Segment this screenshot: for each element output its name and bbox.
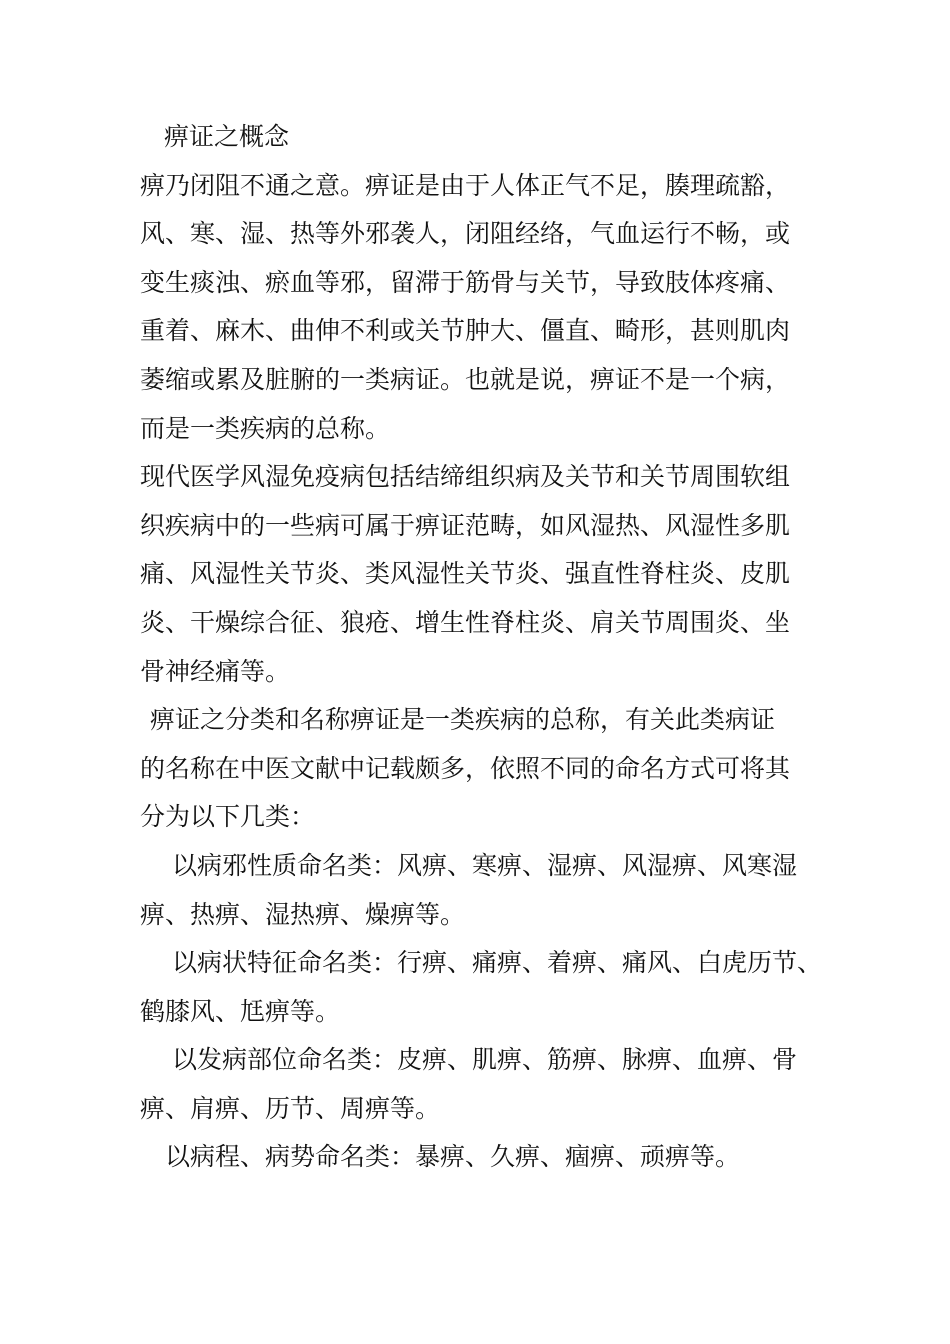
category-line: 以病状特征命名类：行痹、痛痹、着痹、痛风、白虎历节、 (172, 948, 823, 978)
document-body (140, 113, 830, 1182)
paragraph-line: 而是一类疾病的总称。 (140, 413, 391, 443)
paragraph-line: 织疾病中的一些病可属于痹证范畴，如风湿热、风湿性多肌 (140, 510, 791, 540)
paragraph-line: 风、寒、湿、热等外邪袭人，闭阻经络，气血运行不畅，或 (140, 219, 791, 249)
paragraph-line: 变生痰浊、瘀血等邪，留滞于筋骨与关节，导致肢体疼痛、 (140, 267, 791, 297)
paragraph-line: 炎、干燥综合征、狼疮、增生性脊柱炎、肩关节周围炎、坐 (140, 607, 791, 637)
section-heading-line: 痹证之分类和名称痹证是一类疾病的总称，有关此类病证 (150, 705, 776, 735)
category-line: 以发病部位命名类：皮痹、肌痹、筋痹、脉痹、血痹、骨 (172, 1045, 798, 1075)
paragraph-line: 痹、肩痹、历节、周痹等。 (140, 1093, 441, 1123)
paragraph-line: 的名称在中医文献中记载颇多，依照不同的命名方式可将其 (140, 753, 791, 783)
paragraph-line: 痛、风湿性关节炎、类风湿性关节炎、强直性脊柱炎、皮肌 (140, 559, 791, 589)
paragraph-line: 鹤膝风、尪痹等。 (140, 996, 341, 1026)
paragraph-line: 分为以下几类： (140, 802, 316, 832)
paragraph-line: 萎缩或累及脏腑的一类病证。也就是说，痹证不是一个病， (140, 364, 791, 394)
paragraph-line: 现代医学风湿免疫病包括结缔组织病及关节和关节周围软组 (140, 462, 791, 492)
category-line: 以病程、病势命名类：暴痹、久痹、痼痹、顽痹等。 (165, 1142, 741, 1172)
category-line: 以病邪性质命名类：风痹、寒痹、湿痹、风湿痹、风寒湿 (172, 850, 798, 880)
paragraph-line: 痹乃闭阻不通之意。痹证是由于人体正气不足，腠理疏豁， (140, 170, 791, 200)
paragraph-line: 痹、热痹、湿热痹、燥痹等。 (140, 899, 466, 929)
section-title: 痹证之概念 (164, 122, 290, 151)
paragraph-line: 重着、麻木、曲伸不利或关节肿大、僵直、畸形，甚则肌肉 (140, 316, 791, 346)
paragraph-line: 骨神经痛等。 (140, 656, 291, 686)
